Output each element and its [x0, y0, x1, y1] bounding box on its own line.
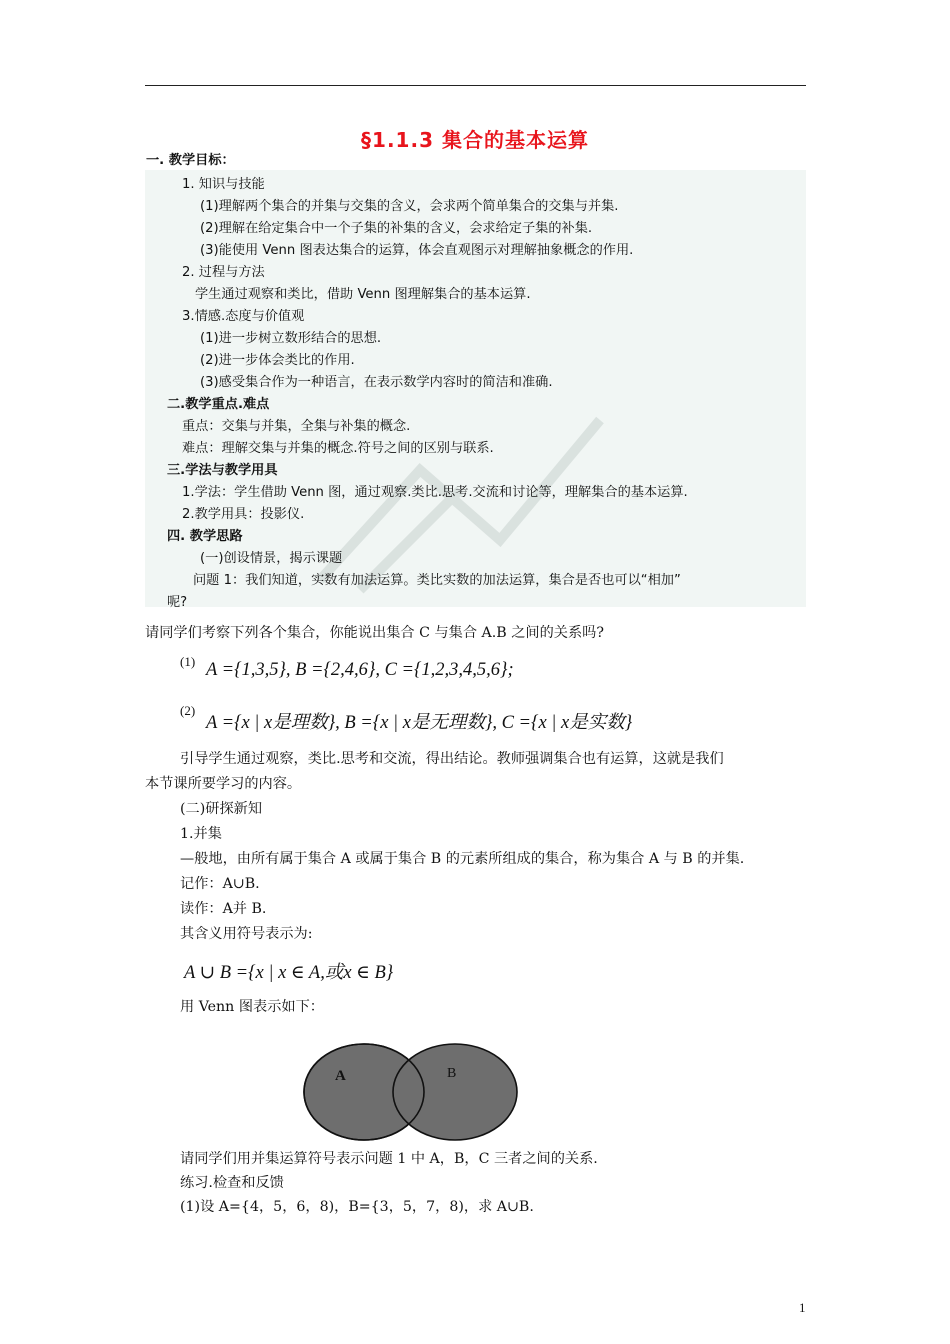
keypoint-focus: 重点：交集与并集，全集与补集的概念.	[182, 419, 411, 434]
keypoints-heading: 二.教学重点.难点	[167, 397, 270, 412]
objective-k1: 1. 知识与技能	[182, 177, 265, 192]
objective-k1b: (2)理解在给定集合中一个子集的补集的含义，会求给定子集的补集.	[200, 221, 593, 236]
example-2-number: (2)	[180, 703, 196, 718]
page-title: §1.1.3 集合的基本运算	[361, 128, 589, 152]
objective-k1c: (3)能使用 Venn 图表达集合的运算，体会直观图示对理解抽象概念的作用.	[200, 243, 634, 258]
example-1-number: (1)	[180, 654, 196, 669]
venn-diagram	[300, 1040, 522, 1144]
thinking-heading: 四. 教学思路	[167, 529, 243, 544]
venn-intro: 用 Venn 图表示如下：	[180, 999, 324, 1015]
union-reading: 读作：A并 B.	[180, 901, 267, 917]
keypoint-difficulty: 难点：理解交集与并集的概念.符号之间的区别与联系.	[182, 441, 494, 456]
practice-1: (1)设 A={4，5，6，8)，B={3，5，7，8)，求 A∪B.	[180, 1199, 534, 1215]
ask-text: 请同学们考察下列各个集合，你能说出集合 C 与集合 A.B 之间的关系吗?	[145, 625, 604, 641]
union-notation: 记作：A∪B.	[180, 876, 260, 892]
method-2: 2.教学用具：投影仪.	[182, 507, 305, 522]
guide-line-1: 引导学生通过观察，类比.思考和交流，得出结论。教师强调集合也有运算，这就是我们	[180, 751, 724, 767]
page-number: 1	[799, 1300, 806, 1315]
practice-heading: 练习.检查和反馈	[180, 1175, 284, 1191]
objective-k2: 2. 过程与方法	[182, 265, 265, 280]
question-1: 问题 1：我们知道，实数有加法运算。类比实数的加法运算，集合是否也可以“相加”	[193, 573, 681, 588]
objective-k3: 3.情感.态度与价值观	[182, 309, 305, 324]
question-1-end: 呢?	[167, 595, 188, 610]
venn-label-a: A	[335, 1068, 346, 1084]
venn-label-b: B	[447, 1066, 457, 1081]
objective-k3c: (3)感受集合作为一种语言，在表示数学内容时的简洁和准确.	[200, 375, 553, 390]
guide-line-2: 本节课所要学习的内容。	[145, 776, 302, 792]
objective-k2a: 学生通过观察和类比，借助 Venn 图理解集合的基本运算.	[195, 287, 531, 302]
header-rule	[145, 85, 806, 86]
objectives-heading: 一. 教学目标：	[146, 153, 235, 168]
ask-2: 请同学们用并集运算符号表示问题 1 中 A，B，C 三者之间的关系.	[180, 1151, 598, 1167]
union-title: 1.并集	[180, 826, 222, 842]
example-1-formula: A ={1,3,5}, B ={2,4,6}, C ={1,2,3,4,5,6};	[206, 660, 514, 680]
objective-k3a: (1)进一步树立数形结合的思想.	[200, 331, 382, 346]
methods-heading: 三.学法与教学用具	[167, 463, 278, 478]
example-2-formula: A ={x | x是理数}, B ={x | x是无理数}, C ={x | x是实数}	[206, 713, 633, 733]
thinking-step1: (一)创设情景，揭示课题	[200, 551, 343, 566]
objective-k1a: (1)理解两个集合的并集与交集的含义，会求两个简单集合的交集与并集.	[200, 199, 619, 214]
union-formula: A ∪ B ={x | x ∈ A,或x ∈ B}	[184, 963, 394, 983]
objective-k3b: (2)进一步体会类比的作用.	[200, 353, 355, 368]
union-meaning: 其含义用符号表示为:	[180, 926, 313, 942]
method-1: 1.学法：学生借助 Venn 图，通过观察.类比.思考.交流和讨论等，理解集合的基本运算.	[182, 485, 688, 500]
union-definition: —般地，由所有属于集合 A 或属于集合 B 的元素所组成的集合，称为集合 A 与 B 的并集.	[180, 851, 745, 867]
section-2-title: (二)研探新知	[180, 801, 263, 817]
venn-circle-b	[393, 1044, 517, 1140]
